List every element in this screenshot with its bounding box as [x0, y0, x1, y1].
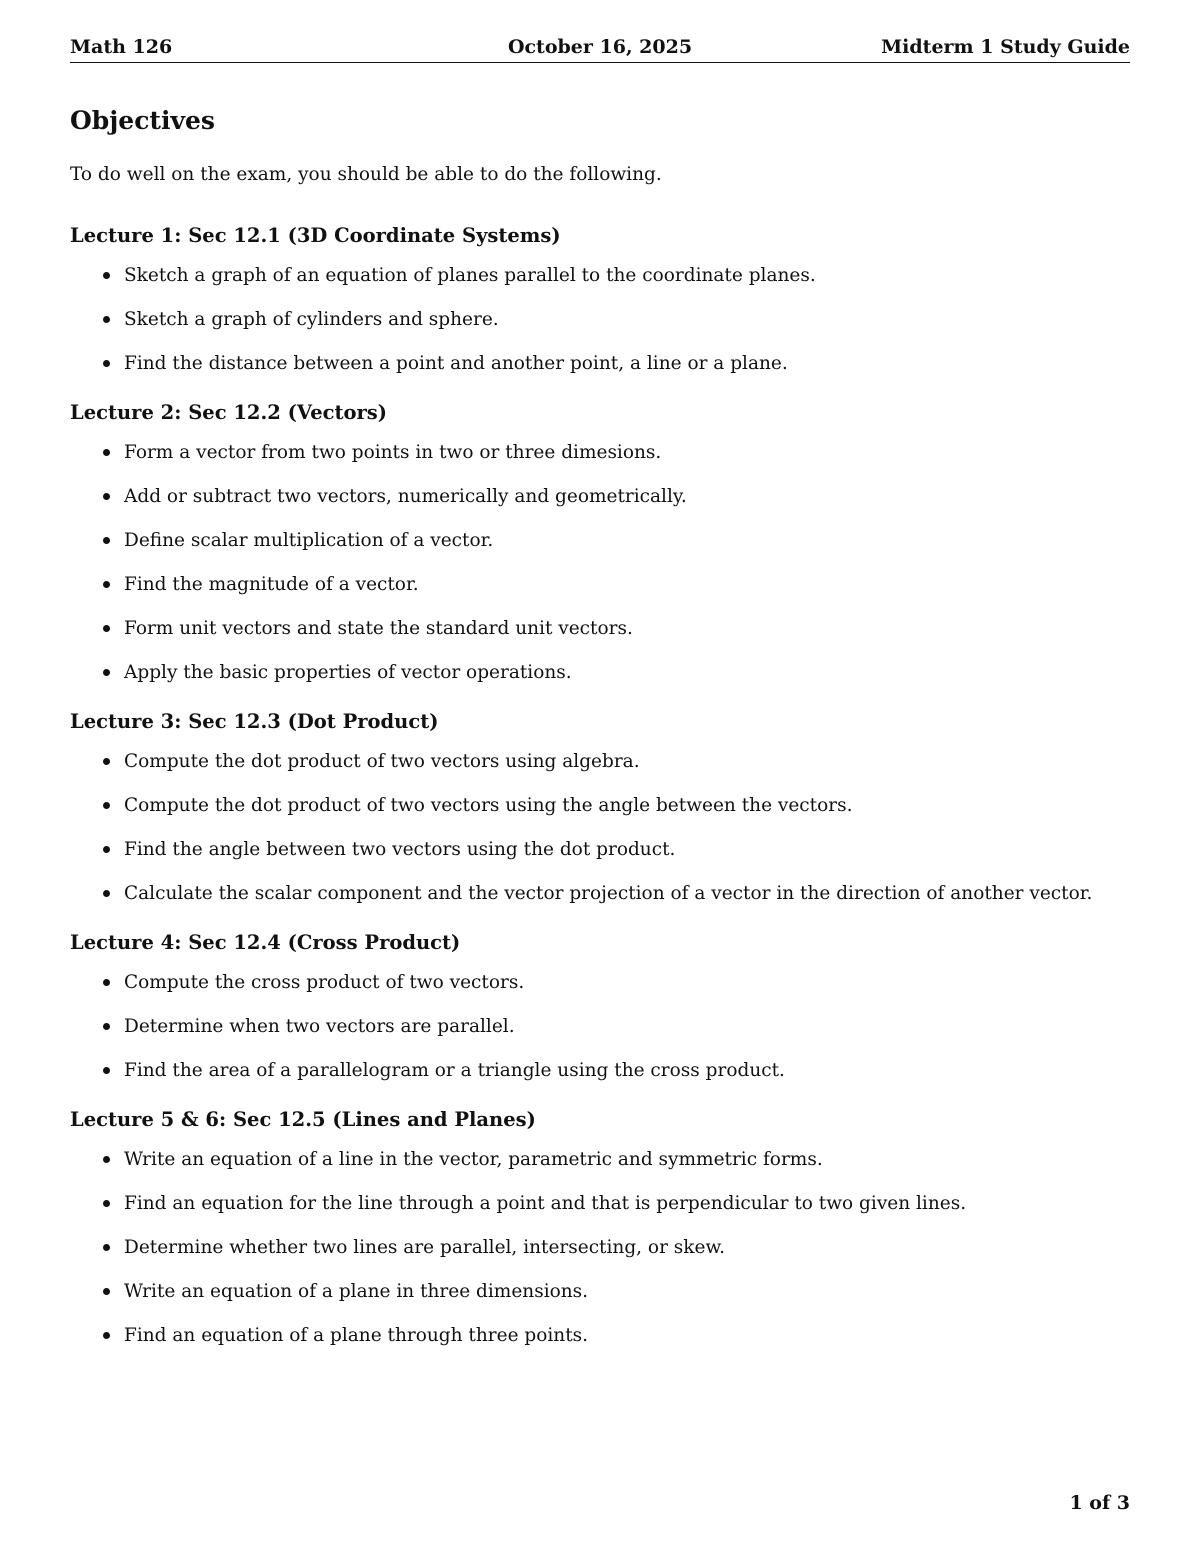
list-item-text: Add or subtract two vectors, numerically and geometrically. — [124, 486, 687, 507]
list-item — [70, 571, 1130, 598]
bullet-icon — [103, 846, 110, 853]
list-item-text: Determine when two vectors are parallel. — [124, 1016, 515, 1037]
bullet-icon — [103, 802, 110, 809]
list-item-text: Find the magnitude of a vector. — [124, 574, 419, 595]
objective-list — [70, 969, 1130, 1084]
list-item — [70, 1234, 1130, 1261]
bullet-icon — [103, 890, 110, 897]
section-lecture-3 — [70, 708, 1130, 907]
list-item — [70, 792, 1130, 819]
list-item-text: Compute the dot product of two vectors using the angle between the vectors. — [124, 795, 853, 816]
list-item-text: Find the angle between two vectors using the dot product. — [124, 839, 676, 860]
bullet-icon — [103, 316, 110, 323]
list-item — [70, 1057, 1130, 1084]
bullet-icon — [103, 493, 110, 500]
list-item — [70, 748, 1130, 775]
list-item-text: Find an equation for the line through a point and that is perpendicular to two given lines. — [124, 1193, 967, 1214]
bullet-icon — [103, 1156, 110, 1163]
list-item — [70, 262, 1130, 289]
section-heading: Lecture 2: Sec 12.2 (Vectors) — [70, 401, 387, 424]
list-item-text: Sketch a graph of cylinders and sphere. — [124, 309, 499, 330]
list-item-text: Form unit vectors and state the standard unit vectors. — [124, 618, 633, 639]
bullet-icon — [103, 581, 110, 588]
list-item-text: Determine whether two lines are parallel, intersecting, or skew. — [124, 1237, 725, 1258]
bullet-icon — [103, 272, 110, 279]
bullet-icon — [103, 669, 110, 676]
list-item — [70, 836, 1130, 863]
list-item — [70, 659, 1130, 686]
objective-list — [70, 439, 1130, 686]
list-item — [70, 439, 1130, 466]
list-item — [70, 483, 1130, 510]
page-header — [70, 34, 1130, 63]
section-lecture-5-6 — [70, 1106, 1130, 1349]
page-number: 1 of 3 — [1069, 1492, 1130, 1514]
bullet-icon — [103, 1288, 110, 1295]
section-heading: Lecture 5 & 6: Sec 12.5 (Lines and Planes) — [70, 1108, 536, 1131]
section-heading: Lecture 3: Sec 12.3 (Dot Product) — [70, 710, 439, 733]
list-item-text: Calculate the scalar component and the vector projection of a vector in the direction of another vector. — [124, 883, 1093, 904]
bullet-icon — [103, 979, 110, 986]
header-course: Math 126 — [70, 36, 173, 58]
list-item — [70, 969, 1130, 996]
bullet-icon — [103, 1244, 110, 1251]
list-item-text: Form a vector from two points in two or three dimesions. — [124, 442, 662, 463]
bullet-icon — [103, 360, 110, 367]
list-item-text: Sketch a graph of an equation of planes parallel to the coordinate planes. — [124, 265, 816, 286]
section-heading: Lecture 4: Sec 12.4 (Cross Product) — [70, 931, 461, 954]
header-date: October 16, 2025 — [507, 36, 693, 58]
list-item-text: Find the area of a parallelogram or a triangle using the cross product. — [124, 1060, 785, 1081]
section-lecture-1 — [70, 222, 1130, 377]
bullet-icon — [103, 537, 110, 544]
list-item — [70, 350, 1130, 377]
objective-list — [70, 1146, 1130, 1349]
list-item-text: Compute the dot product of two vectors using algebra. — [124, 751, 640, 772]
list-item — [70, 527, 1130, 554]
list-item — [70, 1013, 1130, 1040]
bullet-icon — [103, 449, 110, 456]
bullet-icon — [103, 1067, 110, 1074]
bullet-icon — [103, 625, 110, 632]
list-item-text: Define scalar multiplication of a vector. — [124, 530, 494, 551]
objective-list — [70, 262, 1130, 377]
list-item — [70, 615, 1130, 642]
list-item-text: Write an equation of a plane in three dimensions. — [124, 1281, 589, 1302]
list-item — [70, 1190, 1130, 1217]
bullet-icon — [103, 1332, 110, 1339]
header-doc-title: Midterm 1 Study Guide — [881, 36, 1130, 58]
list-item — [70, 1278, 1130, 1305]
page-title: Objectives — [70, 106, 215, 135]
objective-list — [70, 748, 1130, 907]
section-lecture-2 — [70, 399, 1130, 686]
list-item — [70, 1146, 1130, 1173]
list-item-text: Find an equation of a plane through three points. — [124, 1325, 589, 1346]
list-item-text: Write an equation of a line in the vector, parametric and symmetric forms. — [124, 1149, 823, 1170]
bullet-icon — [103, 1200, 110, 1207]
list-item — [70, 306, 1130, 333]
list-item-text: Find the distance between a point and another point, a line or a plane. — [124, 353, 788, 374]
intro-text: To do well on the exam, you should be able to do the following. — [70, 164, 662, 185]
list-item — [70, 1322, 1130, 1349]
bullet-icon — [103, 1023, 110, 1030]
bullet-icon — [103, 758, 110, 765]
list-item-text: Compute the cross product of two vectors. — [124, 972, 525, 993]
section-heading: Lecture 1: Sec 12.1 (3D Coordinate Systems) — [70, 224, 561, 247]
section-lecture-4 — [70, 929, 1130, 1084]
sections-container — [70, 222, 1130, 1371]
document-page — [70, 0, 1130, 1553]
list-item-text: Apply the basic properties of vector operations. — [124, 662, 572, 683]
list-item — [70, 880, 1130, 907]
